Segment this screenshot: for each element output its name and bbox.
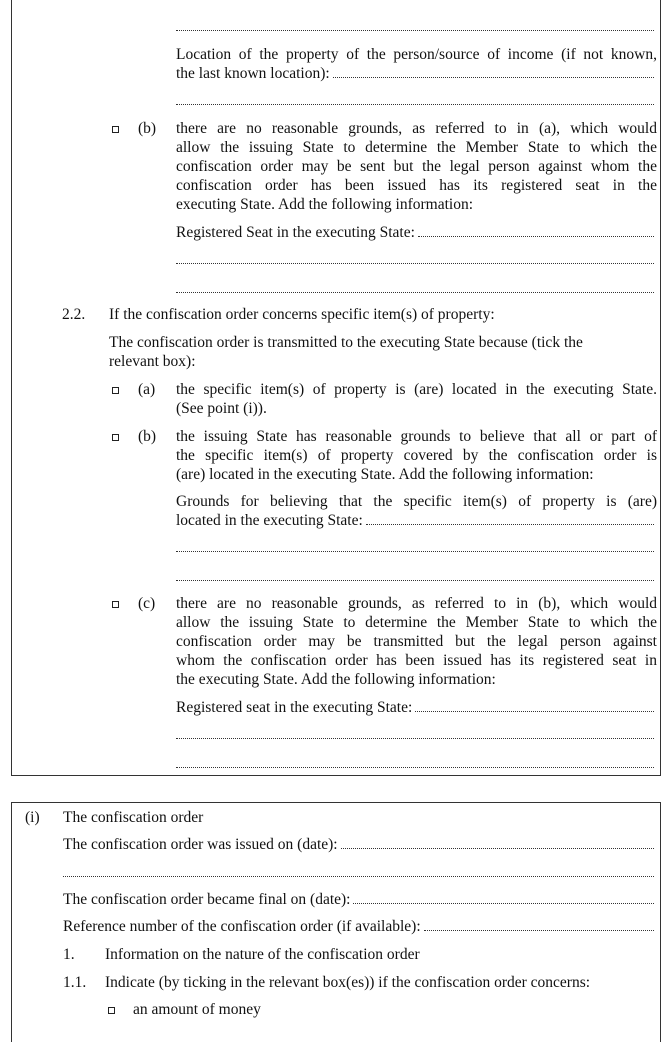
blank-line[interactable]: [176, 104, 654, 105]
checkbox[interactable]: [112, 387, 119, 394]
checkbox[interactable]: [112, 434, 119, 441]
paragraph-line: executing State. Add the following information:: [176, 196, 474, 213]
section-title: The confiscation order: [63, 809, 204, 826]
paragraph-line: the issuing State has reasonable grounds to believe that all or part of: [176, 428, 657, 445]
option-letter: (a): [138, 381, 156, 398]
paragraph-line: allow the issuing State to determine the Member State to which the: [176, 139, 657, 156]
section-title: If the confiscation order concerns specific item(s) of property:: [109, 306, 495, 323]
checkbox[interactable]: [108, 1007, 115, 1014]
blank-line[interactable]: [176, 738, 654, 739]
option-letter: (b): [138, 428, 157, 445]
blank-line[interactable]: [176, 551, 654, 552]
final-date-field[interactable]: The confiscation order became final on (date):: [63, 890, 654, 909]
blank-line[interactable]: [176, 580, 654, 581]
paragraph-line: confiscation order may be transmitted but the legal person against: [176, 633, 657, 650]
paragraph-line: confiscation order has been issued has its registered seat in the: [176, 177, 657, 194]
option-letter: (b): [138, 120, 157, 137]
paragraph-line: there are no reasonable grounds, as referred to in (a), which would: [176, 120, 657, 137]
section-number: 1.1.: [63, 974, 87, 991]
paragraph-line: there are no reasonable grounds, as referred to in (b), which would: [176, 595, 657, 612]
location-label: Location of the property of the person/source of income (if not known,: [176, 46, 657, 63]
blank-line[interactable]: [176, 767, 654, 768]
section-title: Indicate (by ticking in the relevant box(es)) if the confiscation order concerns:: [105, 974, 591, 991]
reference-number-field[interactable]: Reference number of the confiscation order (if available):: [63, 917, 654, 936]
paragraph-line: allow the issuing State to determine the Member State to which the: [176, 614, 657, 631]
blank-line[interactable]: [63, 876, 654, 877]
paragraph-line: the specific item(s) of property is (are) located in the executing State.: [176, 381, 657, 398]
blank-line[interactable]: [176, 30, 654, 31]
grounds-label: Grounds for believing that the specific item(s) of property is (are): [176, 493, 657, 510]
intro-line: The confiscation order is transmitted to the executing State because (tick the: [109, 334, 583, 351]
option-letter: (c): [138, 595, 156, 612]
paragraph-line: the specific item(s) of property covered by the confiscation order is: [176, 447, 657, 464]
registered-seat-field-2[interactable]: Registered seat in the executing State:: [176, 698, 654, 717]
option-label: an amount of money: [133, 1001, 261, 1018]
location-field[interactable]: the last known location):: [176, 64, 654, 83]
section-number: 2.2.: [62, 306, 86, 323]
paragraph-line: the executing State. Add the following information:: [176, 671, 496, 688]
grounds-field[interactable]: located in the executing State:: [176, 511, 654, 530]
paragraph-line: (See point (i)).: [176, 400, 267, 417]
blank-line[interactable]: [176, 263, 654, 264]
section-letter: (i): [25, 809, 40, 826]
section-number: 1.: [63, 946, 75, 963]
paragraph-line: (are) located in the executing State. Add the following information:: [176, 466, 594, 483]
checkbox[interactable]: [112, 601, 119, 608]
checkbox[interactable]: [112, 126, 119, 133]
section-title: Information on the nature of the confiscation order: [105, 946, 420, 963]
paragraph-line: whom the confiscation order has been issued has its registered seat in: [176, 652, 657, 669]
blank-line[interactable]: [176, 292, 654, 293]
paragraph-line: confiscation order may be sent but the legal person against whom the: [176, 158, 657, 175]
intro-line: relevant box):: [109, 353, 196, 370]
registered-seat-field[interactable]: Registered Seat in the executing State:: [176, 223, 654, 242]
issued-date-field[interactable]: The confiscation order was issued on (date):: [63, 835, 654, 854]
